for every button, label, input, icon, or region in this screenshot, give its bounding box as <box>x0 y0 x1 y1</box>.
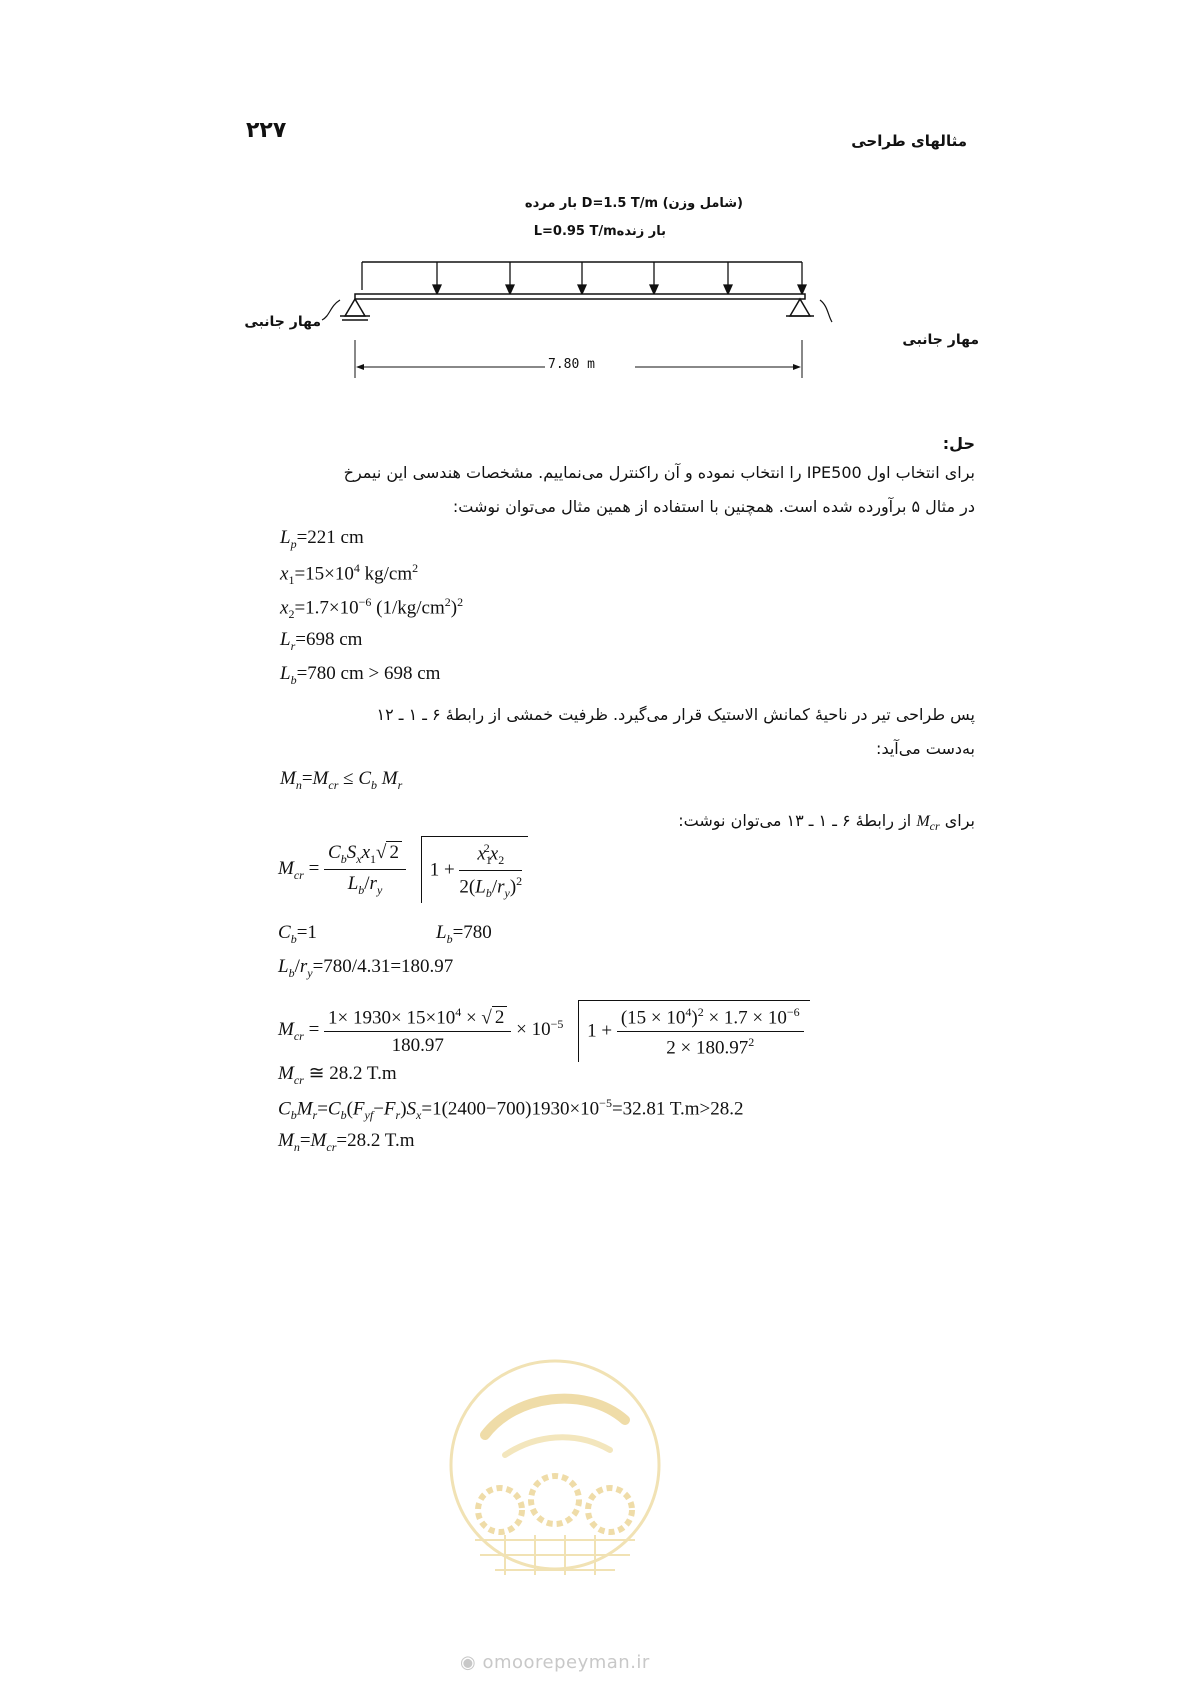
eq-Lb-780: $L_b=780$ <box>436 922 492 946</box>
solution-heading: حل: <box>942 434 975 453</box>
right-support <box>786 299 814 316</box>
eq-Mcr-numeric: $M_{cr}$ = $\frac{1\times 1930\times 15\times 10^4 \times √ 2}{180.97}$ × $10^{-5}$ 1 + $\frac{(15 \times 10^4)^2 \times 1.7 \times 10^{-6}}{2 \times 180.97^2}$ <box>278 1000 810 1062</box>
running-title: مثالهای طراحی <box>851 132 967 150</box>
span-label: 7.80 m <box>548 357 595 372</box>
paragraph-2-line-2: به‌دست می‌آید: <box>876 739 975 758</box>
eq-Mcr-general: $M_{cr}$ = $\frac{C_bS_xx_1√ 2}{L_b/r_y}$ 1 + $\frac{x_1^2x_2}{2(L_b/r_y)^2}$ <box>278 836 528 903</box>
page-number: ۲۲۷ <box>246 118 287 143</box>
paragraph-1-line-2: در مثال ۵ برآورده شده است. همچنین با استفاده از همین مثال می‌توان نوشت: <box>452 497 975 516</box>
eq-x2: $x_2=1.7\times 10^{-6}$ $(1/kg/cm^2)^2$ <box>280 595 464 622</box>
paragraph-2-line-1: پس طراحی تیر در ناحیهٔ کمانش الاستیک قرار می‌گیرد. ظرفیت خمشی از رابطهٔ ۶ ـ ۱ ـ ۱۲ <box>376 705 975 724</box>
live-load-label: L=0.95 T/mبار زنده <box>533 224 666 239</box>
watermark-seal <box>445 1325 670 1625</box>
eq-Lr: $L_r=698$ cm <box>280 629 363 653</box>
eq-x1: $x_1=15\times 10^4$ $kg/cm^2$ <box>280 561 419 588</box>
watermark-url: ◉ omoorepeyman.ir <box>460 1652 650 1673</box>
beam <box>355 294 805 299</box>
eq-Lb: $L_b=780$ cm > 698 cm <box>280 663 441 687</box>
eq-Lb-ry: $L_b/r_y=780/4.31=180.97$ <box>278 956 454 980</box>
eq-Cb: $C_b=1$ <box>278 922 317 946</box>
left-support-label: مهار جانبی <box>244 314 321 330</box>
right-support-label: مهار جانبی <box>902 332 979 348</box>
paragraph-1-line-1: برای انتخاب اول IPE500 را انتخاب نموده و آن راکنترل می‌نماییم. مشخصات هندسی این نیمرخ <box>343 463 975 482</box>
paragraph-3: برای $M_{cr}$ از رابطهٔ ۶ ـ ۱ ـ ۱۳ می‌توان نوشت: <box>678 811 975 834</box>
eq-Mn-final: $M_n=M_{cr}=28.2$ T.m <box>278 1130 415 1154</box>
eq-Mn-relation: $M_n=M_{cr} \le C_b$ $M_r$ <box>280 768 403 792</box>
eq-CbMr: $C_bM_r=C_b(F_{yf}-F_r)S_x=1(2400-700)1930\times 10^{-5}=32.81$ T.m>28.2 <box>278 1096 744 1123</box>
left-support <box>340 299 370 320</box>
dead-load-label: (شامل وزن) D=1.5 T/m بار مرده <box>524 196 743 211</box>
eq-Lp: $L_p=221$ cm <box>280 527 364 551</box>
eq-Mcr-result: $M_{cr}$ ≅ 28.2 T.m <box>278 1063 397 1087</box>
